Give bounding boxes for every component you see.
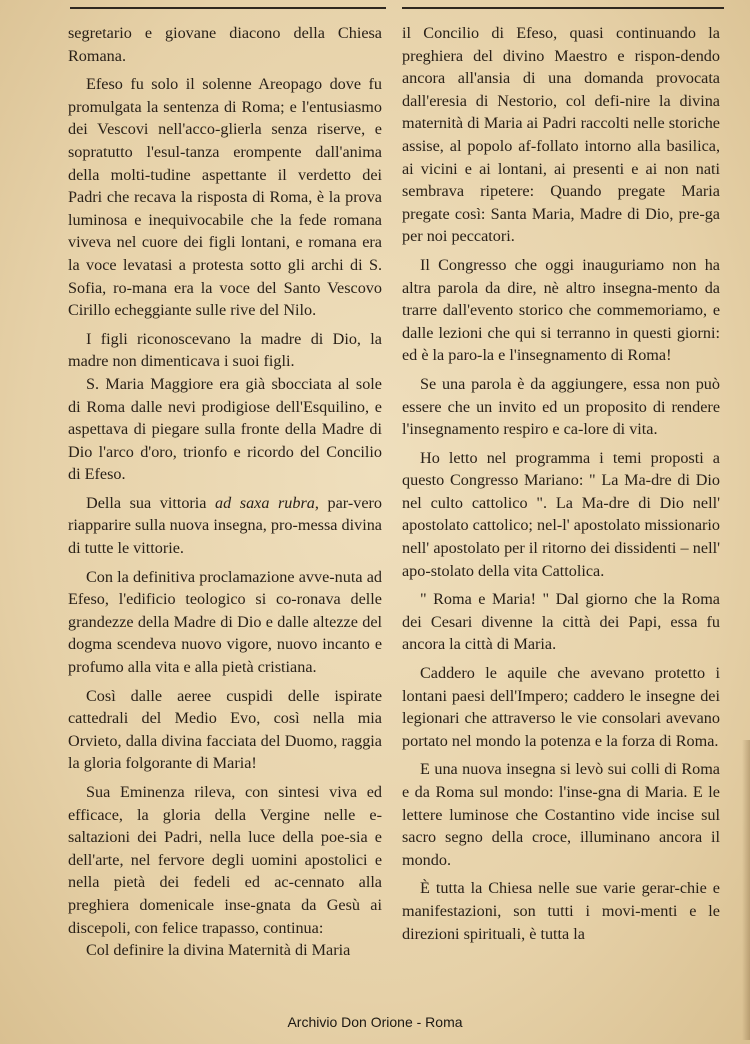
paragraph: E una nuova insegna si levò sui colli di Roma e da Roma sul mondo: l'inse-gna di Maria. E le lettere luminose che Costantino vide incise sul sacro segno della croce, illuminano ancora il mondo. (402, 760, 720, 869)
text-run: , par-vero riapparire sulla nuova insegna, pro-messa divina di tutte le vittorie. (68, 493, 383, 558)
left-column (68, 22, 382, 968)
paragraph: Ho letto nel programma i temi proposti a questo Congresso Mariano: " La Ma-dre di Dio nel culto cattolico ". La Ma-dre di Dio nell' apostolato cattolico; nel-l' apostolato missionario nell' apostolato per il ritorno dei dissidenti – nell' apo-stolato della vita Cattolica. (402, 448, 720, 580)
italic-phrase: ad saxa rubra (215, 493, 315, 512)
right-column (402, 22, 720, 951)
archive-footer: Archivio Don Orione - Roma (287, 1014, 463, 1030)
paragraph: Efeso fu solo il solenne Areopago dove fu promulgata la sentenza di Roma; e l'entusiasmo dei Vescovi nell'acco-glierla senza riserve, e sopratutto l'esul-tanza erompente dall'anima della molti-tudine aspettante il verdetto dei Padri che recava la risposta di Roma, è la prova luminosa e inequivocabile che la fede romana viveva nel cuore dei figli lontani, e romana era la voce levatasi a protesta sotto gli archi di S. Sofia, ro-mana era la voce del Santo Vescovo Cirillo echeggiante sulle rive del Nilo. (68, 75, 382, 320)
top-rule-left (70, 7, 386, 9)
paragraph: È tutta la Chiesa nelle sue varie gerar-chie e manifestazioni, son tutti i movi-menti e le direzioni spirituali, è tutta la (402, 879, 720, 943)
paragraph: Caddero le aquile che avevano protetto i lontani paesi dell'Impero; caddero le insegne dei legionari che attraverso le vie consolari avevano portato nel mondo la potenza e la forza di Roma. (402, 664, 720, 750)
paragraph: Se una parola è da aggiungere, essa non può essere che un invito ed un proposito di rendere l'insegnamento respiro e ca-lore di vita. (402, 374, 720, 439)
paragraph (68, 492, 382, 560)
paragraph: il Concilio di Efeso, quasi continuando la preghiera del divino Maestro e rispon-dendo ancora all'ansia di una domanda provocata dall'eresia di Nestorio, col defi-nire la divina maternità di Maria ai Padri raccolti nelle storiche assise, al popolo af-follato intorno alla basilica, ai vicini e ai lontani, ai presenti e ai non nati sembrava ripetere: Quando pregate Maria pregate così: Santa Maria, Madre di Dio, pre-ga per noi peccatori. (402, 24, 720, 246)
paragraph: Con la definitiva proclamazione avve-nuta ad Efeso, l'edificio teologico si co-ronava delle grandezze della Madre di Dio e dalle altezze del dogma scendeva nuovo vigore, nuovo incanto e profumo alla vita e alla pietà cristiana. (68, 567, 382, 677)
paragraph: Così dalle aeree cuspidi delle ispirate cattedrali del Medio Evo, così nella mia Orvieto, dalla divina facciata del Duomo, raggia la gloria folgorante di Maria! (68, 686, 382, 773)
paragraph: " Roma e Maria! " Dal giorno che la Roma dei Cesari divenne la città dei Papi, essa fu ancora la città di Maria. (402, 590, 720, 654)
top-rule-right (402, 7, 724, 9)
text-run: Della sua vittoria (86, 493, 216, 512)
paragraph: Sua Eminenza rileva, con sintesi viva ed efficace, la gloria della Vergine nelle e-saltazioni dei Padri, nella luce della poe-sia e dell'arte, nel fervore degli uomini apostolici e nella pietà dei fedeli ed ac-cennato alla preghiera domenicale inse-gnata da Gesù ai discepoli, con felice trapasso, continua: (68, 783, 382, 937)
paragraph: I figli riconoscevano la madre di Dio, la madre non dimenticava i suoi figli. (68, 329, 382, 371)
paragraph: Col definire la divina Maternità di Maria (86, 941, 351, 960)
paragraph: S. Maria Maggiore era già sbocciata al sole di Roma dalle nevi prodigiose dell'Esquilino, e aspettava di piegare sulla fronte della Madre di Dio l'arco d'oro, trionfo e ricordo del Concilio di Efeso. (68, 374, 382, 484)
paragraph: segretario e giovane diacono della Chiesa Romana. (68, 24, 382, 65)
paragraph: Il Congresso che oggi inauguriamo non ha altra parola da dire, nè altro insegna-mento da trarre dall'evento storico che commemoriamo, e dalle lezioni che qui si terranno in questi giorni: ed è la paro-la e l'insegnamento di Roma! (402, 255, 720, 365)
page-edge-shadow (742, 740, 750, 1040)
